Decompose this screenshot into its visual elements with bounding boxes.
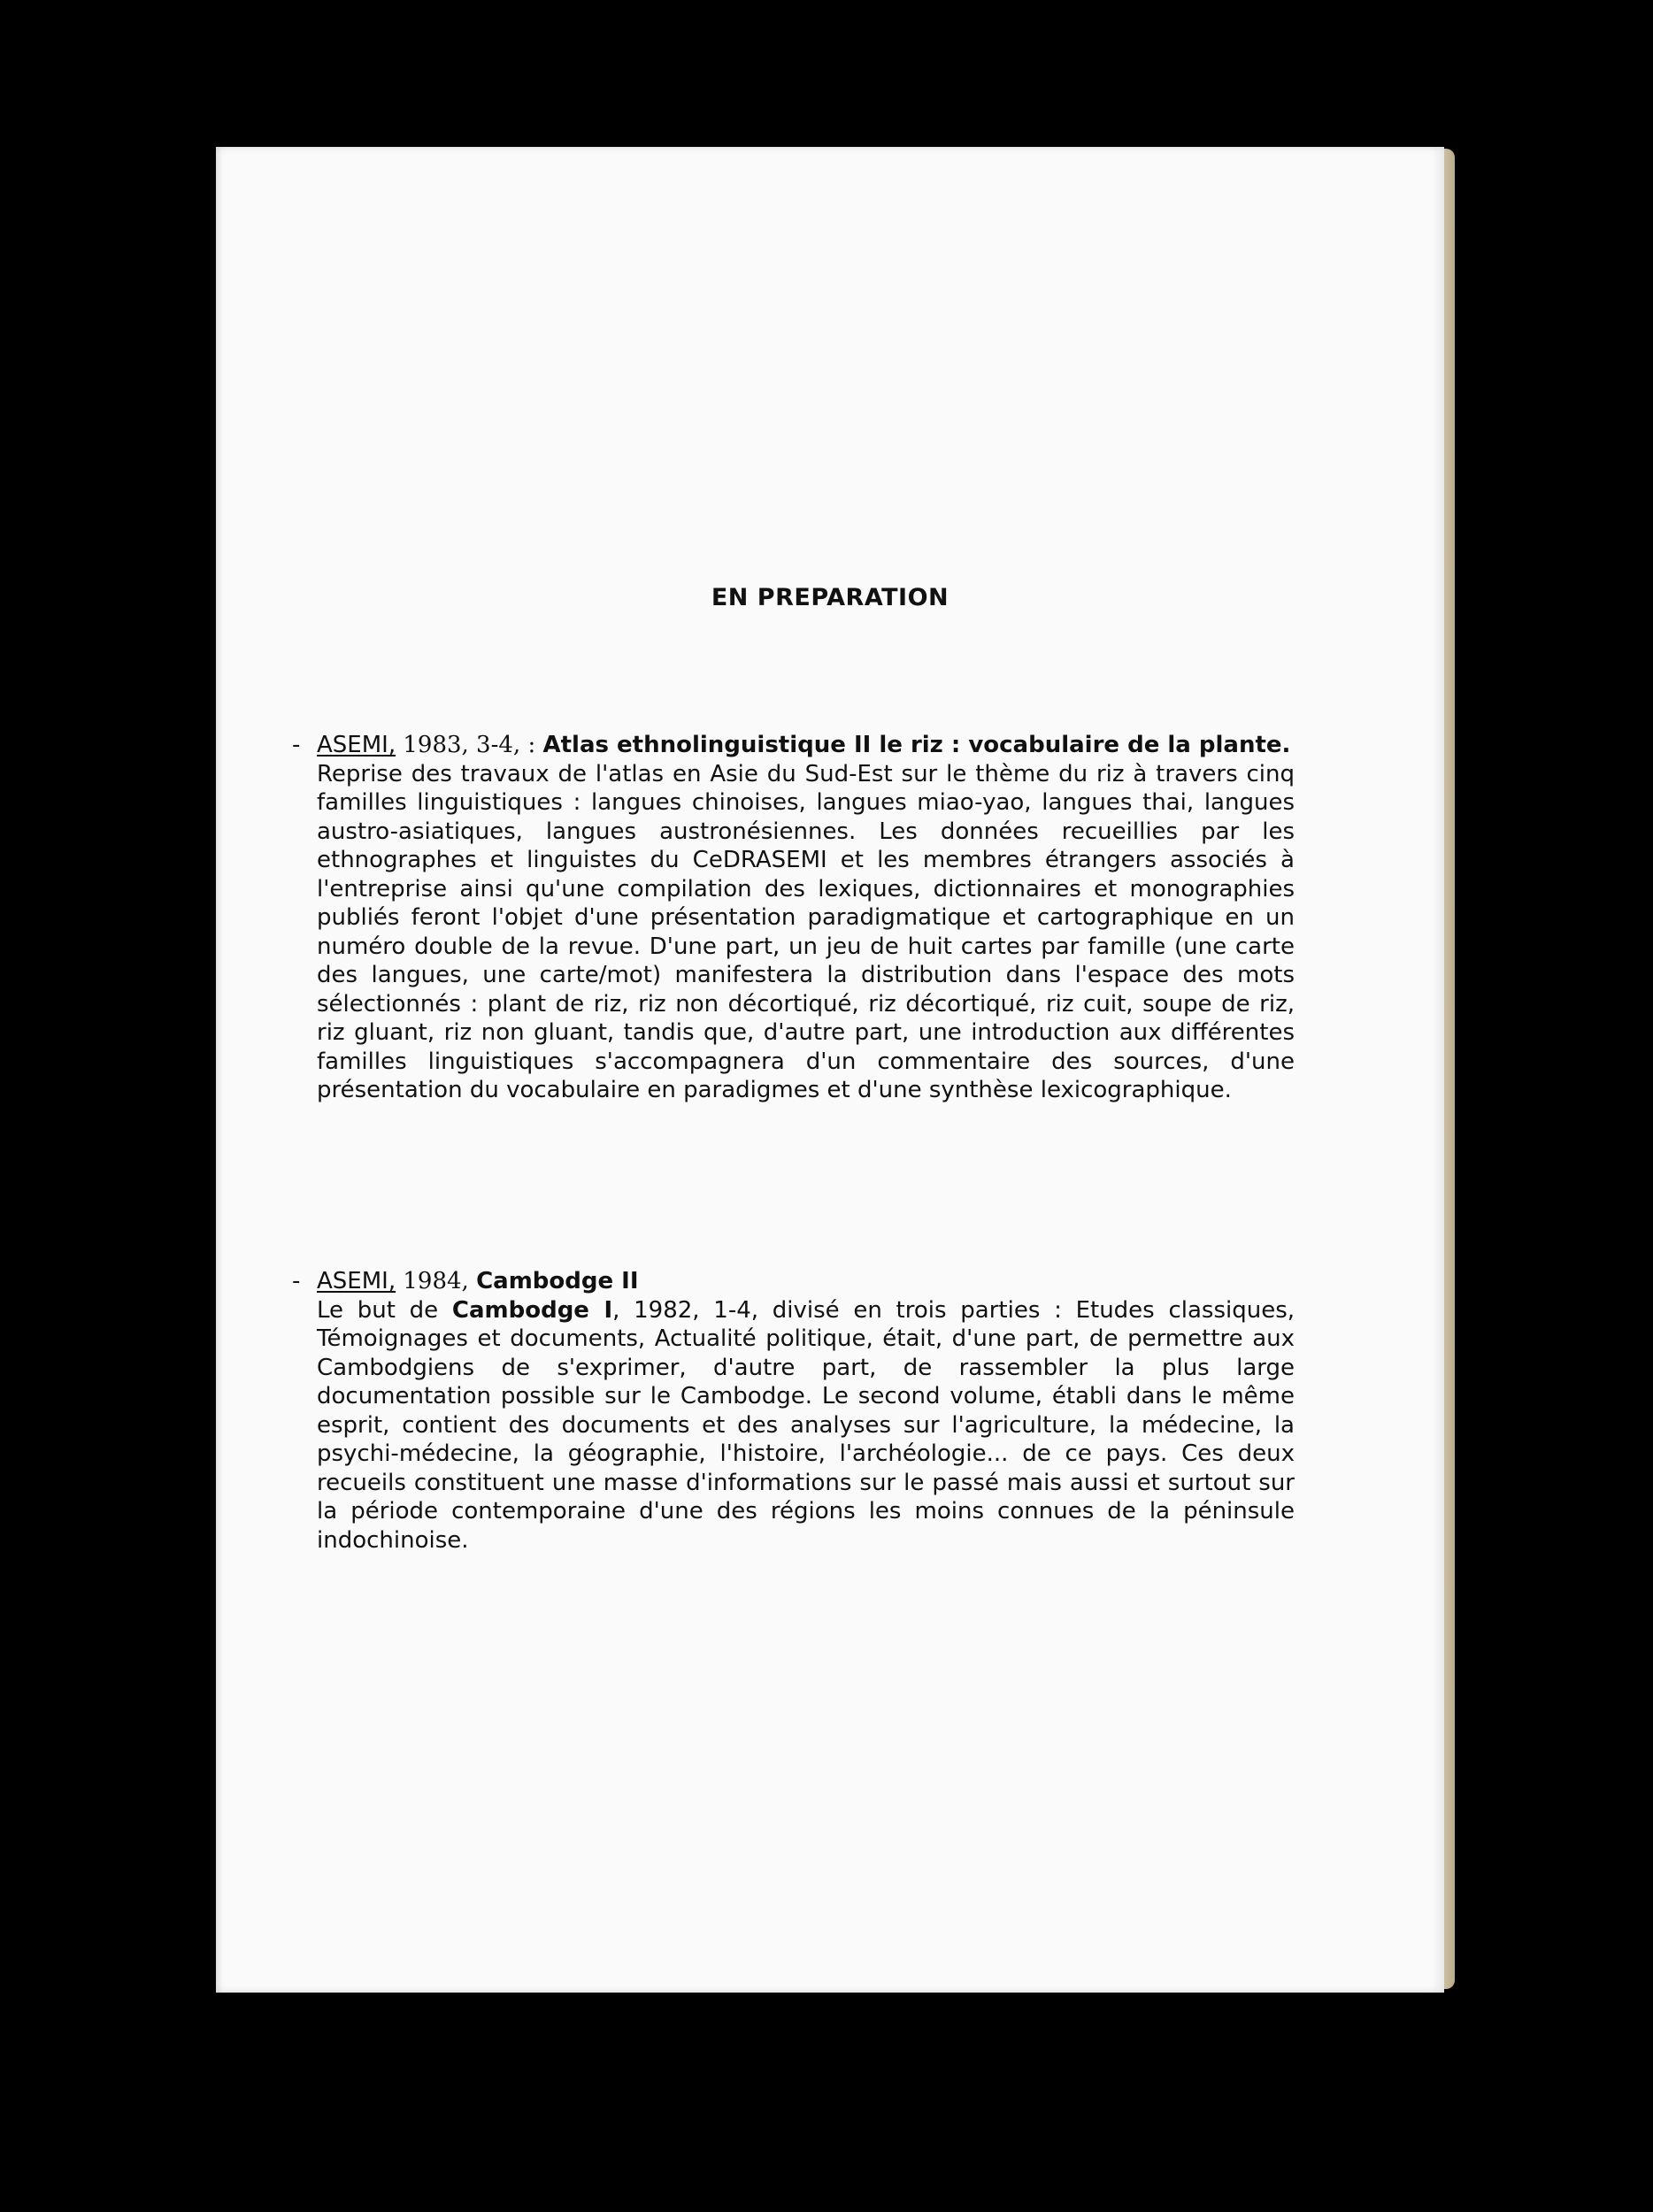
entry-cambodge xyxy=(292,1267,1295,1555)
entry-description: Reprise des travaux de l'atlas en Asie du Sud-Est sur le thème du riz à travers cinq familles linguistiques : langues chinoises, langues miao-yao, langues thai, langues austro-asiatiques, langues austronésiennes. Les données recueillies par les ethnographes et linguistes du CeDRASEMI et les membres étrangers associés à l'entreprise ainsi qu'une compilation des lexiques, dictionnaires et monographies publiés feront l'objet d'une présentation paradigmatique et cartographique en un numéro double de la revue. D'une part, un jeu de huit cartes par famille (une carte des langues, une carte/mot) manifestera la distribution dans l'espace des mots sélectionnés : plant de riz, riz non décortiqué, riz décortiqué, riz cuit, soupe de riz, riz gluant, riz non gluant, tandis que, d'autre part, une introduction aux différentes familles linguistiques s'accompagnera d'un commentaire des sources, d'une présentation du vocabulaire en paradigmes et d'une synthèse lexicographique. xyxy=(317,760,1295,1103)
entry-heading xyxy=(292,731,1295,760)
entry-issue: 1983, 3-4, : xyxy=(396,732,543,758)
entry-issue: 1984, xyxy=(396,1268,477,1294)
description-rest: , 1982, 1-4, divisé en trois parties : Etudes classiques, Témoignages et documents, Actualité politique, était, d'une part, de permettre aux Cambodgiens de s'exprimer, d'autre part, de rassembler la plus large documentation possible sur le Cambodge. Le second volume, établi dans le même esprit, contient des documents et des analyses sur l'agriculture, la médecine, la psychi-médecine, la géographie, l'histoire, l'archéologie... de ce pays. Ces deux recueils constituent une masse d'informations sur le passé mais aussi et surtout sur la période contemporaine d'une des régions les moins connues de la péninsule indochinoise. xyxy=(317,1296,1295,1554)
entry-title: Atlas ethnolinguistique II le riz : vocabulaire de la plante. xyxy=(542,732,1291,758)
document-page xyxy=(216,147,1444,1993)
section-heading: EN PREPARATION xyxy=(711,584,950,611)
description-lead: Le but de xyxy=(317,1296,452,1324)
description-bold-title: Cambodge I xyxy=(451,1296,613,1324)
entry-heading xyxy=(292,1267,1295,1296)
entry-description xyxy=(317,1296,1295,1555)
entry-journal-ref: ASEMI, xyxy=(317,732,396,758)
entry-title: Cambodge II xyxy=(476,1268,639,1294)
entry-journal-ref: ASEMI, xyxy=(317,1268,396,1294)
entry-dash: - xyxy=(292,1268,301,1294)
entry-dash: - xyxy=(292,732,301,758)
entry-atlas xyxy=(292,731,1295,1105)
